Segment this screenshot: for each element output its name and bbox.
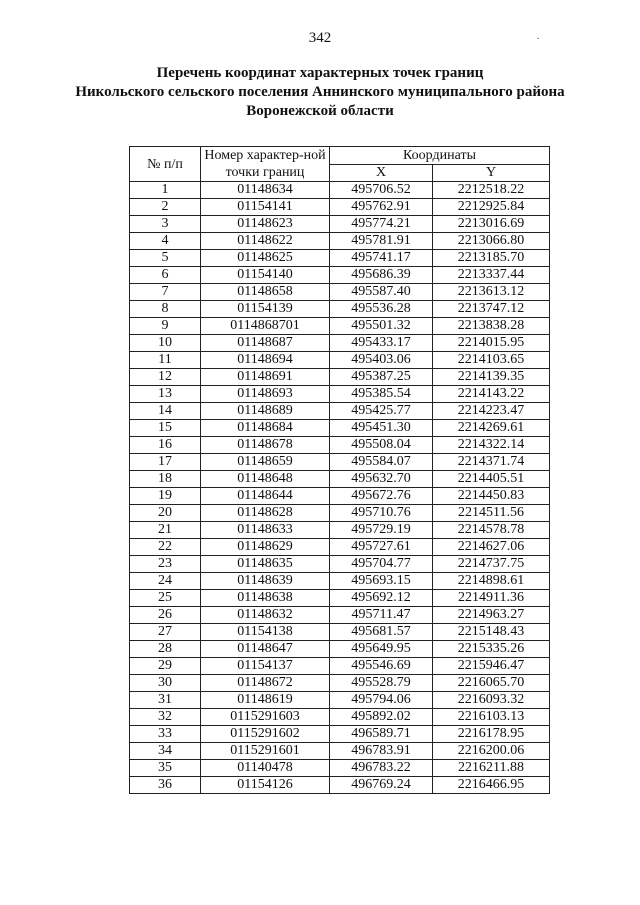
point-number-cell: 0115291602 xyxy=(201,726,330,743)
y-coordinate-cell: 2215148.43 xyxy=(433,624,550,641)
row-number-cell: 29 xyxy=(130,658,201,675)
y-coordinate-cell: 2212925.84 xyxy=(433,199,550,216)
table-row xyxy=(130,420,550,437)
row-number-cell: 19 xyxy=(130,488,201,505)
point-number-cell: 0114868701 xyxy=(201,318,330,335)
x-coordinate-cell: 495587.40 xyxy=(330,284,433,301)
row-number-cell: 15 xyxy=(130,420,201,437)
y-coordinate-cell: 2213337.44 xyxy=(433,267,550,284)
table-row xyxy=(130,335,550,352)
row-number-cell: 26 xyxy=(130,607,201,624)
table-row xyxy=(130,318,550,335)
x-coordinate-cell: 495649.95 xyxy=(330,641,433,658)
row-number-cell: 35 xyxy=(130,760,201,777)
point-number-cell: 01154126 xyxy=(201,777,330,794)
table-header xyxy=(130,147,550,182)
x-coordinate-cell: 495451.30 xyxy=(330,420,433,437)
y-coordinate-cell: 2216211.88 xyxy=(433,760,550,777)
point-number-cell: 01148648 xyxy=(201,471,330,488)
x-coordinate-cell: 495528.79 xyxy=(330,675,433,692)
x-coordinate-cell: 495536.28 xyxy=(330,301,433,318)
table-row xyxy=(130,539,550,556)
table-row xyxy=(130,488,550,505)
y-coordinate-cell: 2214322.14 xyxy=(433,437,550,454)
x-coordinate-cell: 495762.91 xyxy=(330,199,433,216)
x-coordinate-cell: 495508.04 xyxy=(330,437,433,454)
y-coordinate-cell: 2214737.75 xyxy=(433,556,550,573)
point-number-cell: 0115291601 xyxy=(201,743,330,760)
table-row xyxy=(130,573,550,590)
x-coordinate-cell: 495425.77 xyxy=(330,403,433,420)
x-coordinate-cell: 495433.17 xyxy=(330,335,433,352)
point-number-cell: 01148619 xyxy=(201,692,330,709)
row-number-cell: 11 xyxy=(130,352,201,369)
table-row xyxy=(130,250,550,267)
row-number-cell: 5 xyxy=(130,250,201,267)
table-body xyxy=(130,182,550,794)
point-number-cell: 01148628 xyxy=(201,505,330,522)
point-number-cell: 01148659 xyxy=(201,454,330,471)
row-number-cell: 20 xyxy=(130,505,201,522)
header-y: Y xyxy=(433,164,550,182)
x-coordinate-cell: 495681.57 xyxy=(330,624,433,641)
row-number-cell: 12 xyxy=(130,369,201,386)
point-number-cell: 01148689 xyxy=(201,403,330,420)
point-number-cell: 01148639 xyxy=(201,573,330,590)
row-number-cell: 22 xyxy=(130,539,201,556)
x-coordinate-cell: 495693.15 xyxy=(330,573,433,590)
y-coordinate-cell: 2212518.22 xyxy=(433,182,550,199)
point-number-cell: 01154139 xyxy=(201,301,330,318)
scan-mark xyxy=(537,38,539,39)
y-coordinate-cell: 2213016.69 xyxy=(433,216,550,233)
table-row xyxy=(130,675,550,692)
table-row xyxy=(130,284,550,301)
table-row xyxy=(130,267,550,284)
table-row xyxy=(130,301,550,318)
row-number-cell: 10 xyxy=(130,335,201,352)
row-number-cell: 33 xyxy=(130,726,201,743)
x-coordinate-cell: 495706.52 xyxy=(330,182,433,199)
y-coordinate-cell: 2214143.22 xyxy=(433,386,550,403)
x-coordinate-cell: 495387.25 xyxy=(330,369,433,386)
point-number-cell: 01148687 xyxy=(201,335,330,352)
coordinates-table xyxy=(129,146,550,794)
x-coordinate-cell: 495741.17 xyxy=(330,250,433,267)
page-number: 342 xyxy=(308,30,332,46)
x-coordinate-cell: 495711.47 xyxy=(330,607,433,624)
table-row xyxy=(130,386,550,403)
table-row xyxy=(130,709,550,726)
y-coordinate-cell: 2214578.78 xyxy=(433,522,550,539)
table-row xyxy=(130,760,550,777)
point-number-cell: 01148694 xyxy=(201,352,330,369)
point-number-cell: 01148638 xyxy=(201,590,330,607)
point-number-cell: 01148644 xyxy=(201,488,330,505)
row-number-cell: 3 xyxy=(130,216,201,233)
header-coordinates: Координаты xyxy=(330,147,550,165)
title-line-1: Перечень координат характерных точек границ xyxy=(156,65,484,81)
table-row xyxy=(130,369,550,386)
table-row xyxy=(130,403,550,420)
y-coordinate-cell: 2214139.35 xyxy=(433,369,550,386)
y-coordinate-cell: 2213838.28 xyxy=(433,318,550,335)
table-row xyxy=(130,607,550,624)
y-coordinate-cell: 2214223.47 xyxy=(433,403,550,420)
table-row xyxy=(130,777,550,794)
point-number-cell: 01148658 xyxy=(201,284,330,301)
row-number-cell: 32 xyxy=(130,709,201,726)
table-row xyxy=(130,199,550,216)
x-coordinate-cell: 495686.39 xyxy=(330,267,433,284)
point-number-cell: 0115291603 xyxy=(201,709,330,726)
x-coordinate-cell: 495729.19 xyxy=(330,522,433,539)
point-number-cell: 01148622 xyxy=(201,233,330,250)
title-line-3: Воронежской области xyxy=(246,103,394,119)
point-number-cell: 01148691 xyxy=(201,369,330,386)
row-number-cell: 28 xyxy=(130,641,201,658)
point-number-cell: 01148693 xyxy=(201,386,330,403)
table-row xyxy=(130,437,550,454)
table-row xyxy=(130,658,550,675)
row-number-cell: 7 xyxy=(130,284,201,301)
x-coordinate-cell: 496589.71 xyxy=(330,726,433,743)
table-row xyxy=(130,233,550,250)
y-coordinate-cell: 2214450.83 xyxy=(433,488,550,505)
y-coordinate-cell: 2214898.61 xyxy=(433,573,550,590)
row-number-cell: 13 xyxy=(130,386,201,403)
x-coordinate-cell: 496783.22 xyxy=(330,760,433,777)
point-number-cell: 01148625 xyxy=(201,250,330,267)
x-coordinate-cell: 495794.06 xyxy=(330,692,433,709)
row-number-cell: 9 xyxy=(130,318,201,335)
x-coordinate-cell: 496783.91 xyxy=(330,743,433,760)
header-point-number: Номер характер-ной точки границ xyxy=(201,147,330,182)
y-coordinate-cell: 2216200.06 xyxy=(433,743,550,760)
point-number-cell: 01148634 xyxy=(201,182,330,199)
point-number-cell: 01148629 xyxy=(201,539,330,556)
row-number-cell: 21 xyxy=(130,522,201,539)
x-coordinate-cell: 495584.07 xyxy=(330,454,433,471)
y-coordinate-cell: 2216065.70 xyxy=(433,675,550,692)
y-coordinate-cell: 2215335.26 xyxy=(433,641,550,658)
title-line-2: Никольского сельского поселения Аннинского муниципального района xyxy=(75,84,565,100)
x-coordinate-cell: 495704.77 xyxy=(330,556,433,573)
x-coordinate-cell: 495546.69 xyxy=(330,658,433,675)
row-number-cell: 36 xyxy=(130,777,201,794)
y-coordinate-cell: 2214627.06 xyxy=(433,539,550,556)
row-number-cell: 6 xyxy=(130,267,201,284)
row-number-cell: 25 xyxy=(130,590,201,607)
row-number-cell: 31 xyxy=(130,692,201,709)
y-coordinate-cell: 2214103.65 xyxy=(433,352,550,369)
y-coordinate-cell: 2215946.47 xyxy=(433,658,550,675)
y-coordinate-cell: 2213185.70 xyxy=(433,250,550,267)
y-coordinate-cell: 2214911.36 xyxy=(433,590,550,607)
x-coordinate-cell: 495781.91 xyxy=(330,233,433,250)
row-number-cell: 2 xyxy=(130,199,201,216)
y-coordinate-cell: 2216466.95 xyxy=(433,777,550,794)
point-number-cell: 01148632 xyxy=(201,607,330,624)
table-row xyxy=(130,743,550,760)
x-coordinate-cell: 495692.12 xyxy=(330,590,433,607)
table-row xyxy=(130,624,550,641)
y-coordinate-cell: 2214963.27 xyxy=(433,607,550,624)
point-number-cell: 01154141 xyxy=(201,199,330,216)
point-number-cell: 01148633 xyxy=(201,522,330,539)
point-number-cell: 01154137 xyxy=(201,658,330,675)
table-row xyxy=(130,216,550,233)
table-row xyxy=(130,505,550,522)
row-number-cell: 27 xyxy=(130,624,201,641)
y-coordinate-cell: 2214405.51 xyxy=(433,471,550,488)
header-number: № п/п xyxy=(130,147,201,182)
point-number-cell: 01148647 xyxy=(201,641,330,658)
y-coordinate-cell: 2216103.13 xyxy=(433,709,550,726)
x-coordinate-cell: 495385.54 xyxy=(330,386,433,403)
x-coordinate-cell: 495501.32 xyxy=(330,318,433,335)
y-coordinate-cell: 2213066.80 xyxy=(433,233,550,250)
table-row xyxy=(130,182,550,199)
point-number-cell: 01154138 xyxy=(201,624,330,641)
table-row xyxy=(130,471,550,488)
row-number-cell: 16 xyxy=(130,437,201,454)
y-coordinate-cell: 2214269.61 xyxy=(433,420,550,437)
table-row xyxy=(130,641,550,658)
table-row xyxy=(130,590,550,607)
point-number-cell: 01154140 xyxy=(201,267,330,284)
x-coordinate-cell: 495892.02 xyxy=(330,709,433,726)
x-coordinate-cell: 495672.76 xyxy=(330,488,433,505)
x-coordinate-cell: 495403.06 xyxy=(330,352,433,369)
row-number-cell: 18 xyxy=(130,471,201,488)
table-row xyxy=(130,522,550,539)
y-coordinate-cell: 2214511.56 xyxy=(433,505,550,522)
row-number-cell: 34 xyxy=(130,743,201,760)
x-coordinate-cell: 495632.70 xyxy=(330,471,433,488)
table-row xyxy=(130,454,550,471)
y-coordinate-cell: 2213613.12 xyxy=(433,284,550,301)
row-number-cell: 24 xyxy=(130,573,201,590)
y-coordinate-cell: 2216093.32 xyxy=(433,692,550,709)
point-number-cell: 01148623 xyxy=(201,216,330,233)
table-row xyxy=(130,556,550,573)
table-row xyxy=(130,352,550,369)
point-number-cell: 01140478 xyxy=(201,760,330,777)
row-number-cell: 8 xyxy=(130,301,201,318)
point-number-cell: 01148672 xyxy=(201,675,330,692)
x-coordinate-cell: 495710.76 xyxy=(330,505,433,522)
y-coordinate-cell: 2214371.74 xyxy=(433,454,550,471)
row-number-cell: 17 xyxy=(130,454,201,471)
row-number-cell: 23 xyxy=(130,556,201,573)
point-number-cell: 01148678 xyxy=(201,437,330,454)
table-row xyxy=(130,726,550,743)
table-row xyxy=(130,692,550,709)
y-coordinate-cell: 2214015.95 xyxy=(433,335,550,352)
y-coordinate-cell: 2213747.12 xyxy=(433,301,550,318)
row-number-cell: 30 xyxy=(130,675,201,692)
document-title xyxy=(60,64,580,121)
row-number-cell: 1 xyxy=(130,182,201,199)
point-number-cell: 01148635 xyxy=(201,556,330,573)
header-x: X xyxy=(330,164,433,182)
y-coordinate-cell: 2216178.95 xyxy=(433,726,550,743)
x-coordinate-cell: 495774.21 xyxy=(330,216,433,233)
x-coordinate-cell: 495727.61 xyxy=(330,539,433,556)
row-number-cell: 14 xyxy=(130,403,201,420)
point-number-cell: 01148684 xyxy=(201,420,330,437)
x-coordinate-cell: 496769.24 xyxy=(330,777,433,794)
row-number-cell: 4 xyxy=(130,233,201,250)
